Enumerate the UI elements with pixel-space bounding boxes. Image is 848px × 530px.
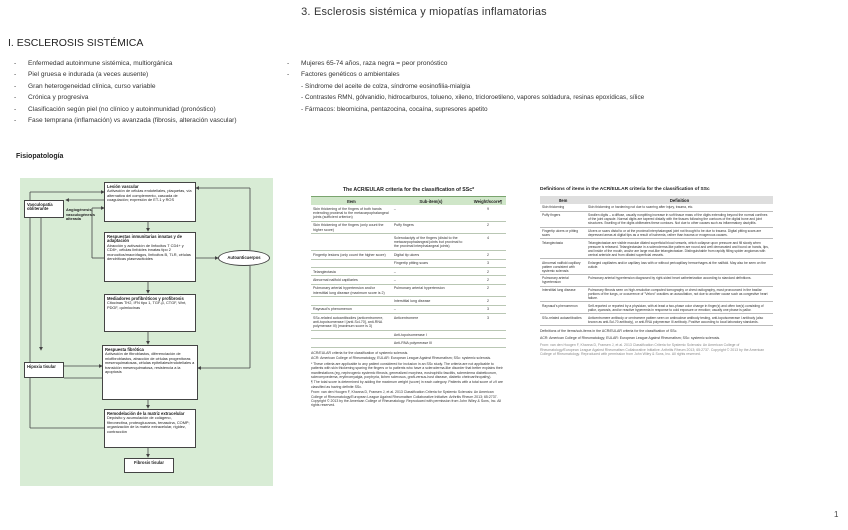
table-row	[311, 267, 506, 275]
table-cell	[311, 297, 392, 305]
box-title: Mediadores profibróticos y profibrosis	[107, 295, 184, 301]
table-cell: Telangiectasia	[311, 267, 392, 275]
list-item: - Factores genéticos o ambientales	[283, 69, 644, 80]
column-header: Sub-item(s)	[392, 197, 470, 206]
footnote: ACR: American College of Rheumatology; EULAR: European League Against Rheumatism; SSc: systemic sclerosis.	[540, 336, 721, 341]
box-title: Remodelación de la matriz extracelular	[107, 410, 185, 416]
table-cell: Pulmonary arterial hypertension and/or interstitial lung disease (maximum score is 2)	[311, 284, 392, 297]
table-cell: Enlarged capillaries and/or capillary loss with or without pericapillary hemorrhages at the nailfold. May also be seen on the cuticle.	[586, 259, 773, 275]
box-title: Fibrosis tisular	[133, 459, 165, 465]
page-number: 1	[834, 510, 839, 519]
table-cell: Raynaud's phenomenon	[540, 302, 586, 314]
table-cell: Self-reported or reported by a physician, with at least a two-phase color change in finger(s) and often toe(s) consisting of pallor, cyanosis, and/or reactive hyperemia in response to cold exposure or emotion; usually one phase is pallor.	[586, 302, 773, 314]
list-item: - Fase temprana (inflamación) vs avanzada (fibrosis, alteración vascular)	[10, 115, 237, 126]
table-cell: Fingertip pitting scars	[392, 259, 470, 267]
table-row	[311, 221, 506, 234]
table-row	[540, 259, 773, 275]
table-cell: 3	[470, 314, 506, 331]
table-cell: –	[392, 205, 470, 221]
diagram-box-respuesta-fibrotica	[102, 345, 198, 400]
table-cell: 3	[470, 305, 506, 313]
table-cell: Interstitial lung disease	[392, 297, 470, 305]
table-cell: Skin thickening or hardening not due to scarring after injury, trauma, etc.	[586, 204, 773, 211]
table-row	[311, 297, 506, 305]
page-title: 3. Esclerosis sistémica y miopatías inflamatorias	[301, 6, 547, 18]
table-cell: Anticentromere	[392, 314, 470, 331]
diagram-box-respuestas-inmunes	[104, 232, 196, 282]
table-cell: Abnormal nailfold capillary pattern consistent with systemic sclerosis	[540, 259, 586, 275]
box-title: Lesión vascular	[107, 183, 139, 189]
table-cell: Skin thickening of the fingers (only count the higher score)	[311, 221, 392, 234]
criteria-table-body	[311, 205, 506, 347]
table-cell: 3	[470, 259, 506, 267]
list-item: - Piel gruesa e indurada (a veces ausente)	[10, 69, 237, 80]
table-cell: Telangiectasiae are visible macular dilated superficial blood vessels, which collapse upon pressure and fill slowly when pressure is released. Telangiectasiae in a scleroderma-like pattern are round and well demarcated and found on hands, lips, and inside of the mouth, and/or are large mat-like telangiectasiae. Distinguishable from rapidly filling spider angiomas with central arteriole and from dilated superficial vessels.	[586, 239, 773, 259]
diagram-box-lesion-vascular	[104, 182, 196, 222]
list-item: - Clasificación según piel (no clínico y autoinmunidad (pronóstico)	[10, 104, 237, 115]
fisiopatologia-label: Fisiopatología	[16, 153, 64, 160]
table-cell: Puffy fingers	[540, 211, 586, 227]
list-item: - Enfermedad autoinmune sistémica, multiorgánica	[10, 58, 237, 69]
list-item: - Gran heterogeneidad clínica, curso variable	[10, 81, 237, 92]
table-row	[311, 314, 506, 331]
table-footnotes	[311, 351, 506, 407]
table-cell: Fingertip ulcers or pitting scars	[540, 227, 586, 239]
list-item: - Crónica y progresiva	[10, 92, 237, 103]
table-cell: 2	[470, 297, 506, 305]
table-row	[311, 284, 506, 297]
footnote: Definitions of the items/sub-items in the ACR/EULAR criteria for the classification of SSc.	[540, 329, 678, 334]
table-row	[540, 286, 773, 302]
table-cell: SSc-related autoantibodies (anticentromere, anti-topoisomerase I [anti-Scl-70], anti-RNA polymerase III) (maximum score is 3)	[311, 314, 392, 331]
table-caption: Definitions of items in the ACR/EULAR criteria for the classification of SSc	[540, 187, 710, 192]
table-cell: Raynaud's phenomenon	[311, 305, 392, 313]
table-cell: Ulcers or scars distal to or at the proximal interphalangeal joint not thought to be due to trauma. Digital pitting scars are depressed areas at digital tips as a result of ischemia, rather than trauma or exogenous causes.	[586, 227, 773, 239]
diagram-box-vasculopatia	[24, 200, 64, 218]
table-cell: 2	[470, 276, 506, 284]
table-cell: 2	[470, 221, 506, 234]
column-header: Definition	[586, 196, 773, 204]
table-cell	[311, 234, 392, 251]
section-heading: I. ESCLEROSIS SISTÉMICA	[8, 37, 144, 49]
table-cell: Skin thickening of the fingers of both hands extending proximal to the metacarpophalangeal joints (sufficient criterion)	[311, 205, 392, 221]
table-row	[540, 302, 773, 314]
criteria-table	[311, 196, 506, 348]
table-cell: –	[392, 267, 470, 275]
footnote: From: van den Hoogen F, Khanna D, Fransen J, et al. 2013 Classification Criteria for Systemic Sclerosis: An American College of Rheumatology/European League Against Rheumatism Collaborative Initiative. Arthritis Rheum 2013; 65:2737. Copyright © 2013 by the American College of Rheumatology. Reproduced with permission from John Wiley & Sons, Inc. All rights reserved.	[311, 390, 502, 407]
box-text: Activación de fibroblastos, diferenciación de miofibroblastos, atracción de células progenitoras mesenquimatosas, células epiteliales/endoteliales a transición mesenquimatosa, resistencia a la apoptosis	[105, 351, 195, 375]
diagram-box-mediadores	[104, 294, 196, 332]
box-title: Vasculopatía obliterante	[27, 201, 53, 212]
table-row	[540, 204, 773, 211]
table-row	[311, 276, 506, 284]
table-row	[311, 259, 506, 267]
sub-bullet-list	[283, 81, 644, 115]
table-row	[540, 227, 773, 239]
definitions-table-block	[540, 187, 773, 359]
table-cell: Pulmonary arterial hypertension	[392, 284, 470, 297]
box-text: Atracción y activación de linfocitos T CD4+ y CD8+, células linfoides innatas tipo 2 monocitos/macrófagos, linfocitos B, TLR, células dendríticas plasmacitoides	[107, 242, 191, 262]
column-header: Item	[540, 196, 586, 204]
table-cell: Pulmonary arterial hypertension diagnosed by right-sided heart catheterization according to standard definitions.	[586, 274, 773, 286]
table-cell	[470, 330, 506, 338]
table-cell: Abnormal nailfold capillaries	[311, 276, 392, 284]
table-cell: 2	[470, 267, 506, 275]
table-footnotes	[540, 329, 773, 356]
table-cell: Skin thickening	[540, 204, 586, 211]
box-text: Depósito y acumulación de colágeno, fibronectina, proteoglucanos, tenascina, COMP; organización de la matriz extracelular, rigidez, contracción	[107, 415, 190, 434]
table-row	[540, 314, 773, 326]
table-cell: Swollen digits – a diffuse, usually nonpitting increase in soft tissue mass of the digits extending beyond the normal confines of the joint capsule. Normal digits are tapered distally with the tissues following the contours of the digital bone and joint structures. Swelling of the digits obliterates these contours. Not due to other causes such as inflammatory dactylitis.	[586, 211, 773, 227]
table-cell: Anti-RNA polymerase III	[392, 339, 470, 347]
list-item: - Síndrome del aceite de colza, síndrome eosinofilia-mialgia	[283, 81, 644, 92]
table-cell: Puffy fingers	[392, 221, 470, 234]
table-row	[540, 274, 773, 286]
diagram-label-angiogenesis: Angiogénesis, vasculogénesis alterada	[66, 207, 95, 221]
column-header: Item	[311, 197, 392, 206]
table-cell: 2	[470, 284, 506, 297]
definitions-table	[540, 196, 773, 326]
diagram-box-fibrosis	[124, 458, 174, 473]
footnote: ACR: American College of Rheumatology; EULAR: European League Against Rheumatism; SSc: systemic sclerosis.	[311, 356, 492, 361]
table-cell	[470, 339, 506, 347]
box-title: Respuesta fibrótica	[105, 346, 144, 352]
table-cell: Sclerodactyly of the fingers (distal to the metacarpophalangeal joints but proximal to the proximal interphalangeal joints)	[392, 234, 470, 251]
acr-eular-criteria-table-block	[311, 187, 506, 409]
table-row	[311, 205, 506, 221]
table-row	[540, 239, 773, 259]
table-row	[311, 305, 506, 313]
table-cell: Telangiectasia	[540, 239, 586, 259]
box-text: Citocinas TH2, IFN tipo 1, TGF-β, CTGF, Wnt, PDGF, quimiocinas	[107, 300, 187, 310]
box-title: Respuestas inmunitarias innatas y de adaptación	[107, 233, 182, 244]
table-cell: Anti-topoisomerase I	[392, 330, 470, 338]
table-cell	[311, 259, 392, 267]
list-item: - Contrastes RMN, gólvanidio, hidrocarburos, tolueno, xileno, tricloroetileno, vapores soldadura, resinas epoxídicas, sílice	[283, 92, 644, 103]
right-bullet-block	[283, 58, 644, 115]
diagram-ellipse-autoanticuerpos: Autoanticuerpos	[218, 250, 270, 266]
table-row	[540, 211, 773, 227]
footnote: * These criteria are applicable to any patient considered for inclusion in an SSc study. The criteria are not applicable to patients with skin thickening sparing the fingers or to patients who have a scleroderma-like disorder that better explains their manifestations (eg, nephrogenic systemic fibrosis, generalized morphea, eosinophilic fasciitis, scleredema diabeticorum, scleromyxedema, erythromyalgia, porphyria, lichen sclerosus, graft-versus-host disease, diabetic cheiroarthropathy).	[311, 362, 503, 379]
box-title: Hipoxia tisular	[27, 363, 56, 369]
pathophysiology-diagram	[20, 178, 273, 486]
table-cell: Anticentromere antibody or centromere pattern seen on antinuclear antibody testing, anti-topoisomerase I antibody (also known as anti-Scl-70 antibody), or anti-RNA polymerase III antibody. Positive according to local laboratory standards.	[586, 314, 773, 326]
list-item: - Mujeres 65-74 años, raza negra = peor pronóstico	[283, 58, 644, 69]
list-item: - Fármacos: bleomicina, pentazocina, cocaína, supresores apetito	[283, 104, 644, 115]
diagram-box-remodelacion	[104, 409, 196, 448]
table-cell: –	[392, 305, 470, 313]
table-row	[311, 251, 506, 259]
column-header: Weight/score¶	[470, 197, 506, 206]
footnote: ACR/EULAR criteria for the classification of systemic sclerosis.	[311, 350, 409, 355]
diagram-box-hipoxia	[24, 362, 64, 378]
table-row	[311, 330, 506, 338]
table-cell: 9	[470, 205, 506, 221]
table-cell	[311, 339, 392, 347]
box-text: Activación de células endoteliales, plaquetas, vía alternativa del complemento, cascada de coagulación; expresión de ET-1 y ROS	[107, 188, 192, 203]
table-caption: The ACR/EULAR criteria for the classification of SSc*	[342, 187, 475, 193]
table-row	[311, 339, 506, 347]
definitions-table-body	[540, 204, 773, 326]
table-cell: Digital tip ulcers	[392, 251, 470, 259]
table-cell: Pulmonary arterial hypertension	[540, 274, 586, 286]
left-bullet-list	[10, 58, 237, 126]
table-row	[311, 234, 506, 251]
table-cell: 2	[470, 251, 506, 259]
table-cell: Fingertip lesions (only count the higher score)	[311, 251, 392, 259]
table-cell: SSc-related autoantibodies	[540, 314, 586, 326]
footnote: From: van den Hoogen F, Khanna D, Fransen J, et al. 2013 Classification Criteria for Systemic Sclerosis: An American College of Rheumatology/European League Against Rheumatism Collaborative Initiative. Arthritis Rheum 2013; 65:2737. Copyright © 2013 by the American College of Rheumatology. Reproduced with permission from John Wiley & Sons, Inc. All rights reserved.	[540, 343, 765, 356]
footnote: ¶ The total score is determined by adding the maximum weight (score) in each category. Patients with a total score of ≥9 are classified as having definite SSc.	[311, 380, 503, 389]
table-cell	[311, 330, 392, 338]
table-cell: Pulmonary fibrosis seen on high-resolution computed tomography or chest radiography, most pronounced in the basilar portions of the lungs, or occurrence of "Velcro" crackles on auscultation, not due to another cause such as congestive heart failure.	[586, 286, 773, 302]
table-cell: –	[392, 276, 470, 284]
table-cell: 4	[470, 234, 506, 251]
table-cell: Interstitial lung disease	[540, 286, 586, 302]
